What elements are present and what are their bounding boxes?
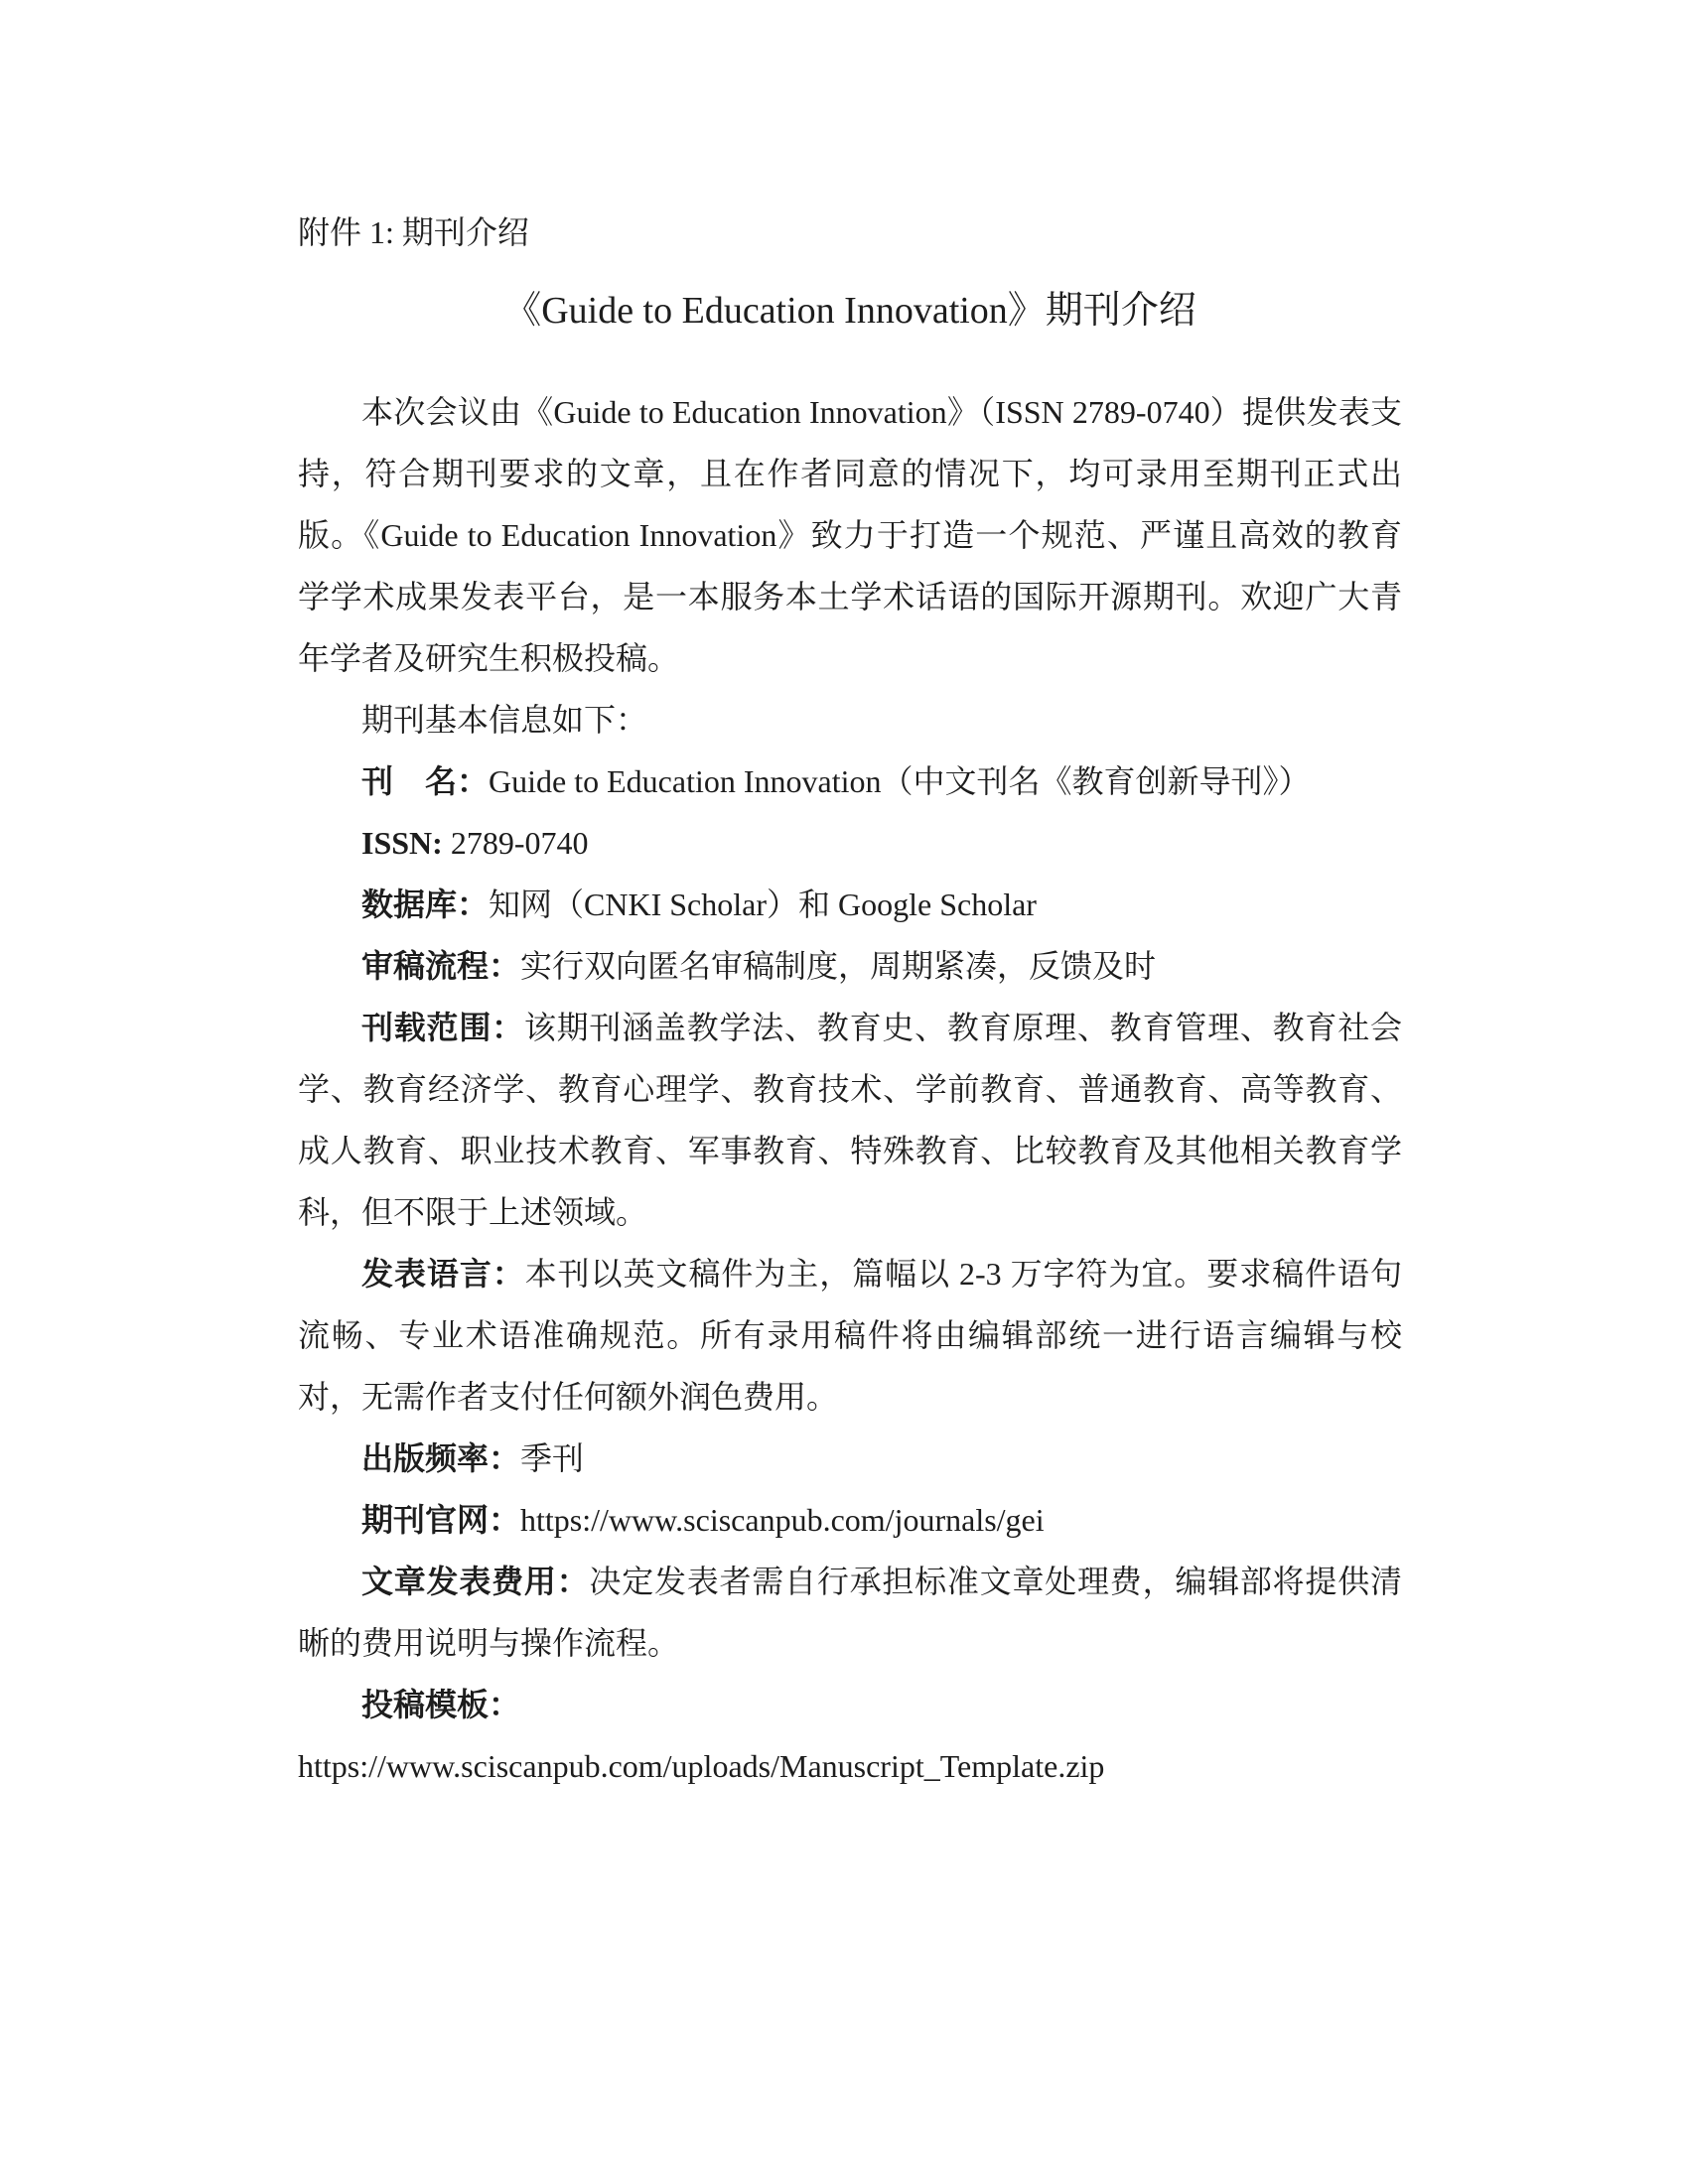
paragraph: 审稿流程：实行双向匿名审稿制度，周期紧凑，反馈及时 bbox=[361, 948, 1157, 984]
field-label: 文章发表费用： bbox=[361, 1564, 590, 1599]
paragraph: https://www.sciscanpub.com/uploads/Manuscript_Template.zip bbox=[298, 1748, 1105, 1784]
paragraph: 期刊官网：https://www.sciscanpub.com/journals/gei bbox=[361, 1502, 1045, 1538]
attachment-note: 附件 1: 期刊介绍 bbox=[298, 214, 529, 250]
field-label: 刊 名： bbox=[361, 763, 490, 799]
field-label: 数据库： bbox=[361, 887, 490, 922]
paragraph: 刊载范围：该期刊涵盖教学法、教育史、教育原理、教育管理、教育社会学、教育经济学、教育心理学、教育技术、学前教育、普通教育、高等教育、成人教育、职业技术教育、军事教育、特殊教育、比较教育及其他相关教育学科，但不限于上述领域。 bbox=[298, 1010, 1402, 1230]
paragraph: 期刊基本信息如下： bbox=[361, 702, 648, 738]
field-label: ISSN: bbox=[361, 825, 443, 861]
paragraph: 发表语言：本刊以英文稿件为主，篇幅以 2-3 万字符为宜。要求稿件语句流畅、专业术语准确规范。所有录用稿件将由编辑部统一进行语言编辑与校对，无需作者支付任何额外润色费用。 bbox=[298, 1256, 1402, 1415]
paragraph bbox=[298, 1674, 1402, 1735]
paragraph: 刊 名：Guide to Education Innovation（中文刊名《教育创新导刊》） bbox=[361, 763, 1311, 799]
field-label: 发表语言： bbox=[361, 1256, 525, 1292]
document-body bbox=[298, 381, 1402, 1797]
field-label: 投稿模板： bbox=[361, 1687, 521, 1722]
field-label: 期刊官网： bbox=[361, 1502, 521, 1538]
field-label: 审稿流程： bbox=[361, 948, 521, 984]
paragraph: 文章发表费用：决定发表者需自行承担标准文章处理费，编辑部将提供清晰的费用说明与操作流程。 bbox=[298, 1564, 1402, 1661]
page-title: 《Guide to Education Innovation》期刊介绍 bbox=[503, 290, 1196, 332]
field-label: 出版频率： bbox=[361, 1440, 521, 1476]
field-label: 刊载范围： bbox=[361, 1010, 524, 1045]
document-content bbox=[298, 210, 1402, 1797]
paragraph: ISSN: 2789-0740 bbox=[361, 825, 589, 861]
paragraph: 出版频率：季刊 bbox=[361, 1440, 585, 1476]
paragraph: 数据库：知网（CNKI Scholar）和 Google Scholar bbox=[361, 887, 1037, 922]
paragraph: 本次会议由《Guide to Education Innovation》（ISSN 2789-0740）提供发表支持，符合期刊要求的文章，且在作者同意的情况下，均可录用至期刊正式出版。《Guide to Education Innovation》致力于打造一个规范、严谨且高效的教育学学术成果发表平台，是一本服务本土学术话语的国际开源期刊。欢迎广大青年学者及研究生积极投稿。 bbox=[298, 394, 1402, 676]
